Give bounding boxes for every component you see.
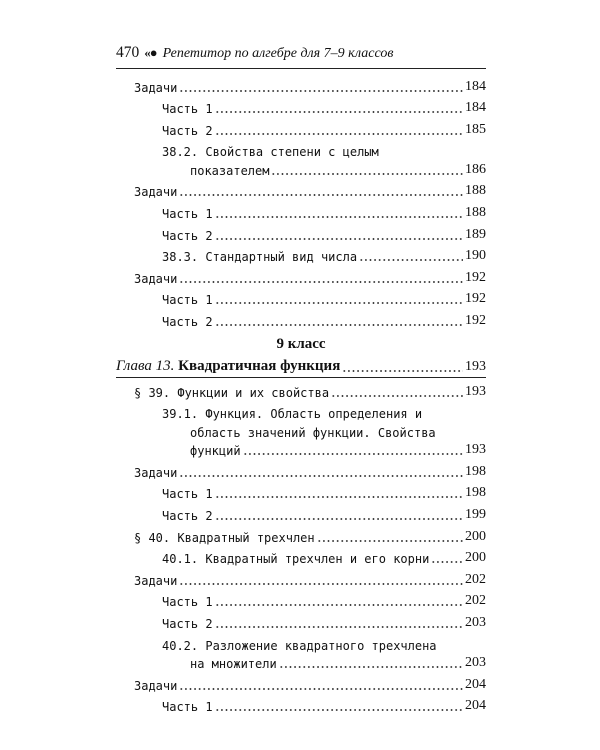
toc-entry[interactable] [116,264,486,286]
toc-label: Часть 1 [162,700,213,715]
toc-label: Задачи [134,465,178,480]
leader-dots [215,302,463,304]
toc-page: 198 [465,485,486,501]
toc-label: Часть 1 [162,102,213,117]
toc-page: 199 [465,507,486,522]
chapter-entry[interactable] [116,353,486,375]
toc-label: 39.1. Функция. Область определения и [162,407,423,422]
leader-dots [179,475,463,477]
leader-dots [215,604,463,606]
leader-dots [317,540,463,542]
toc-label: Часть 2 [162,616,213,631]
toc-entry[interactable] [116,307,486,329]
toc-label: Часть 1 [162,207,213,222]
toc-entry[interactable] [116,458,486,480]
toc-page: 192 [465,291,486,307]
toc-label: 38.3. Стандартный вид числа [162,250,358,265]
toc-entry[interactable] [116,545,486,567]
leader-dots [215,216,463,218]
leader-dots [215,626,463,628]
leader-dots [215,133,463,135]
toc-entry[interactable] [116,523,486,545]
toc-page: 202 [465,593,486,609]
book-title: Репетитор по алгебре для 7–9 классов [162,46,394,61]
leader-dots [215,709,463,711]
header-ornament: «● [144,45,157,60]
toc-label: показателем [190,163,270,178]
toc-label: Часть 1 [162,595,213,610]
toc-label: Часть 1 [162,487,213,502]
chapter-number: Глава 13. [116,358,175,375]
toc-page: 204 [465,676,486,692]
leader-dots [359,259,463,261]
toc-entry[interactable] [116,378,486,400]
toc-entry-line1[interactable] [116,138,486,160]
toc-entry[interactable] [116,480,486,502]
toc-entry[interactable] [116,73,486,95]
leader-dots [179,281,463,283]
leader-dots [342,370,463,372]
toc-entry-line2[interactable] [116,421,486,440]
toc-page: 204 [465,698,486,714]
toc-page: 193 [465,442,486,458]
toc-entry[interactable] [116,243,486,265]
leader-dots [179,583,463,585]
leader-dots [279,666,463,668]
leader-dots [179,688,463,690]
toc-entry[interactable] [116,609,486,631]
leader-dots [215,496,463,498]
toc-label: 40.2. Разложение квадратного трехчлена [162,638,437,653]
toc-entry-line3[interactable] [116,440,486,459]
toc-label: Часть 2 [162,123,213,138]
toc-label: 40.1. Квадратный трехчлен и его корни [162,552,430,567]
toc-label: область значений функции. Свойства [190,425,436,440]
section-heading: 9 класс [276,336,326,353]
toc-entry[interactable] [116,566,486,588]
toc-page: 202 [465,571,486,587]
toc-entry-line2[interactable] [116,159,486,178]
toc-label: функций [190,444,241,459]
toc-page: 188 [465,183,486,199]
leader-dots [331,395,463,397]
toc-label: Часть 2 [162,228,213,243]
toc-page: 192 [465,313,486,329]
toc-page: 193 [465,359,486,375]
toc-page: 193 [465,383,486,399]
toc-page: 184 [465,100,486,116]
toc-page: 188 [465,205,486,221]
leader-dots [215,238,463,240]
toc-label: на множители [190,657,277,672]
toc-page: 189 [465,226,486,242]
table-of-contents [116,73,486,714]
toc-label: Часть 1 [162,293,213,308]
leader-dots [179,194,463,196]
toc-page: 200 [465,528,486,544]
leader-dots [179,90,463,92]
leader-dots [243,453,463,455]
toc-page: 184 [465,78,486,94]
toc-page: 186 [465,161,486,177]
toc-page: 185 [465,121,486,137]
toc-entry[interactable] [116,286,486,308]
toc-label: Часть 2 [162,509,213,523]
toc-entry[interactable] [116,116,486,138]
toc-entry[interactable] [116,693,486,715]
toc-page: 203 [465,614,486,630]
toc-entry[interactable] [116,221,486,243]
toc-label: Задачи [134,185,178,200]
toc-label: Задачи [134,80,178,95]
toc-label: Часть 2 [162,315,213,330]
toc-page: 200 [465,550,486,566]
header-rule [116,68,486,69]
toc-label: 38.2. Свойства степени с целым [162,145,379,160]
running-header [116,44,486,66]
leader-dots [431,561,463,563]
toc-label: Задачи [134,271,178,286]
page-number: 470 [116,44,140,61]
leader-dots [215,518,463,520]
leader-dots [271,173,463,175]
toc-entry-line1[interactable] [116,400,486,422]
toc-entry[interactable] [116,95,486,117]
toc-entry[interactable] [116,199,486,221]
toc-page: 190 [465,248,486,264]
toc-label: § 40. Квадратный трехчлен [134,530,315,545]
toc-entry[interactable] [116,671,486,693]
toc-entry[interactable] [116,588,486,610]
toc-label: § 39. Функции и их свойства [134,385,330,400]
toc-entry-line2[interactable] [116,653,486,672]
toc-label: Задачи [134,573,178,588]
leader-dots [215,111,463,113]
toc-entry[interactable] [116,178,486,200]
toc-label: Задачи [134,678,178,693]
leader-dots [215,324,463,326]
toc-entry-line1[interactable] [116,631,486,653]
chapter-title: Квадратичная функция [178,358,341,375]
toc-entry[interactable] [116,501,486,523]
toc-page: 203 [465,655,486,671]
toc-page: 192 [465,269,486,285]
toc-page: 198 [465,463,486,479]
